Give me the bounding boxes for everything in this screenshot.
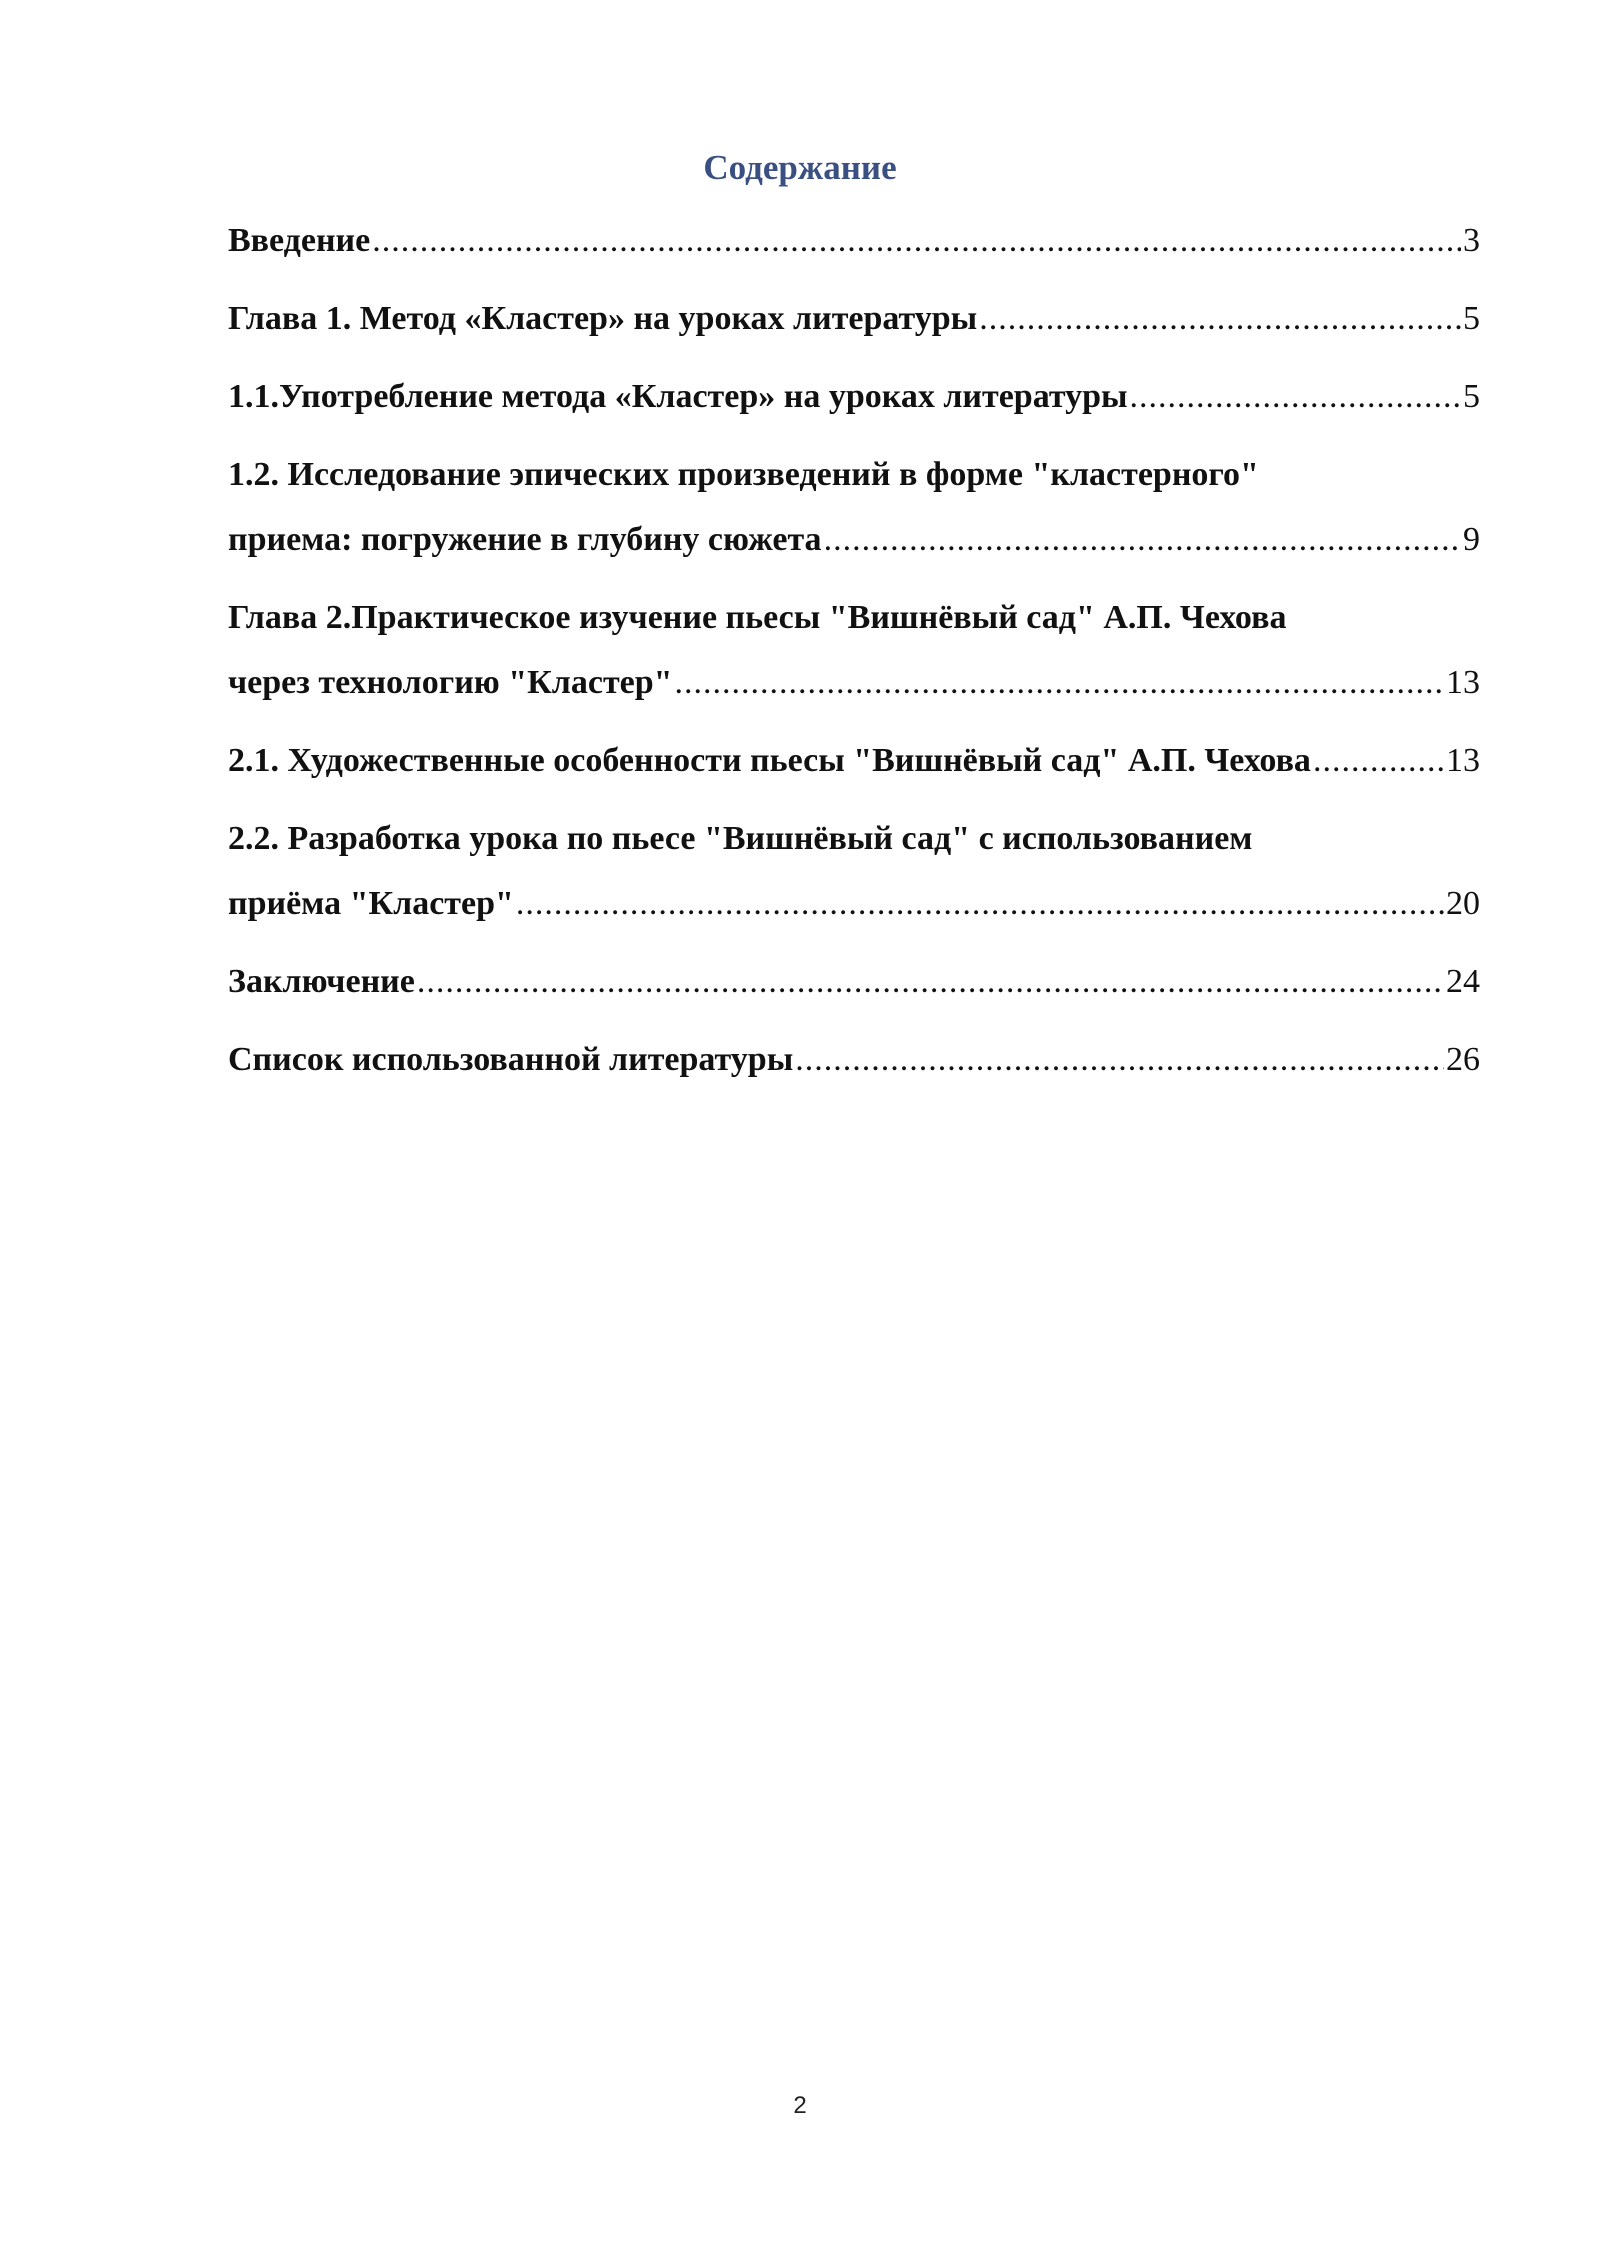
toc-entry-conclusion[interactable] <box>228 949 1480 1014</box>
toc-entry-page: 9 <box>1463 521 1480 558</box>
toc-entry-chapter-1[interactable] <box>228 286 1480 351</box>
toc-entry-text-line1: 2.2. Разработка урока по пьесе "Вишнёвый сад" с использованием <box>228 820 1253 857</box>
toc-entry-page: 5 <box>1463 300 1480 337</box>
dot-leader <box>795 1027 1444 1092</box>
page-number: 2 <box>793 2092 807 2119</box>
toc-entry-page: 5 <box>1463 378 1480 415</box>
toc-entry-text-line1: Глава 2.Практическое изучение пьесы "Вишнёвый сад" А.П. Чехова <box>228 599 1287 636</box>
toc-entry-bibliography[interactable] <box>228 1027 1480 1092</box>
dot-leader <box>979 286 1461 351</box>
toc-entry-text: через технологию "Кластер" <box>228 664 673 701</box>
toc-entry-text: приема: погружение в глубину сюжета <box>228 521 822 558</box>
toc-entry-section-1-1[interactable] <box>228 364 1480 429</box>
toc-entry-text: Введение <box>228 222 371 259</box>
toc-title: Содержание <box>703 148 897 187</box>
toc-entry-text: 1.1.Употребление метода «Кластер» на уроках литературы <box>228 378 1128 415</box>
toc-entry-page: 24 <box>1446 963 1480 1000</box>
toc-entry-text: Заключение <box>228 963 415 1000</box>
dot-leader <box>675 650 1444 715</box>
toc-entry-page: 3 <box>1463 222 1480 259</box>
toc-entry-page: 13 <box>1446 742 1480 779</box>
dot-leader <box>417 949 1444 1014</box>
toc-entry-page: 20 <box>1446 885 1480 922</box>
toc-entry-page: 26 <box>1446 1041 1480 1078</box>
dot-leader <box>1130 364 1461 429</box>
toc-entry-chapter-2[interactable] <box>228 585 1480 715</box>
toc-entry-section-1-2[interactable] <box>228 442 1480 572</box>
toc-entry-page: 13 <box>1446 664 1480 701</box>
toc-entry-text-line1: 1.2. Исследование эпических произведений в форме "кластерного" <box>228 456 1259 493</box>
toc-entry-introduction[interactable] <box>228 208 1480 273</box>
dot-leader <box>1313 728 1444 793</box>
toc-entry-text: 2.1. Художественные особенности пьесы "Вишнёвый сад" А.П. Чехова <box>228 742 1311 779</box>
dot-leader <box>372 208 1461 273</box>
toc-entry-text: Список использованной литературы <box>228 1041 794 1078</box>
dot-leader <box>516 871 1444 936</box>
dot-leader <box>824 507 1461 572</box>
toc-entry-section-2-1[interactable] <box>228 728 1480 793</box>
toc-entry-text: приёма "Кластер" <box>228 885 514 922</box>
table-of-contents <box>228 208 1480 1105</box>
toc-entry-section-2-2[interactable] <box>228 806 1480 936</box>
toc-entry-text: Глава 1. Метод «Кластер» на уроках литературы <box>228 300 978 337</box>
